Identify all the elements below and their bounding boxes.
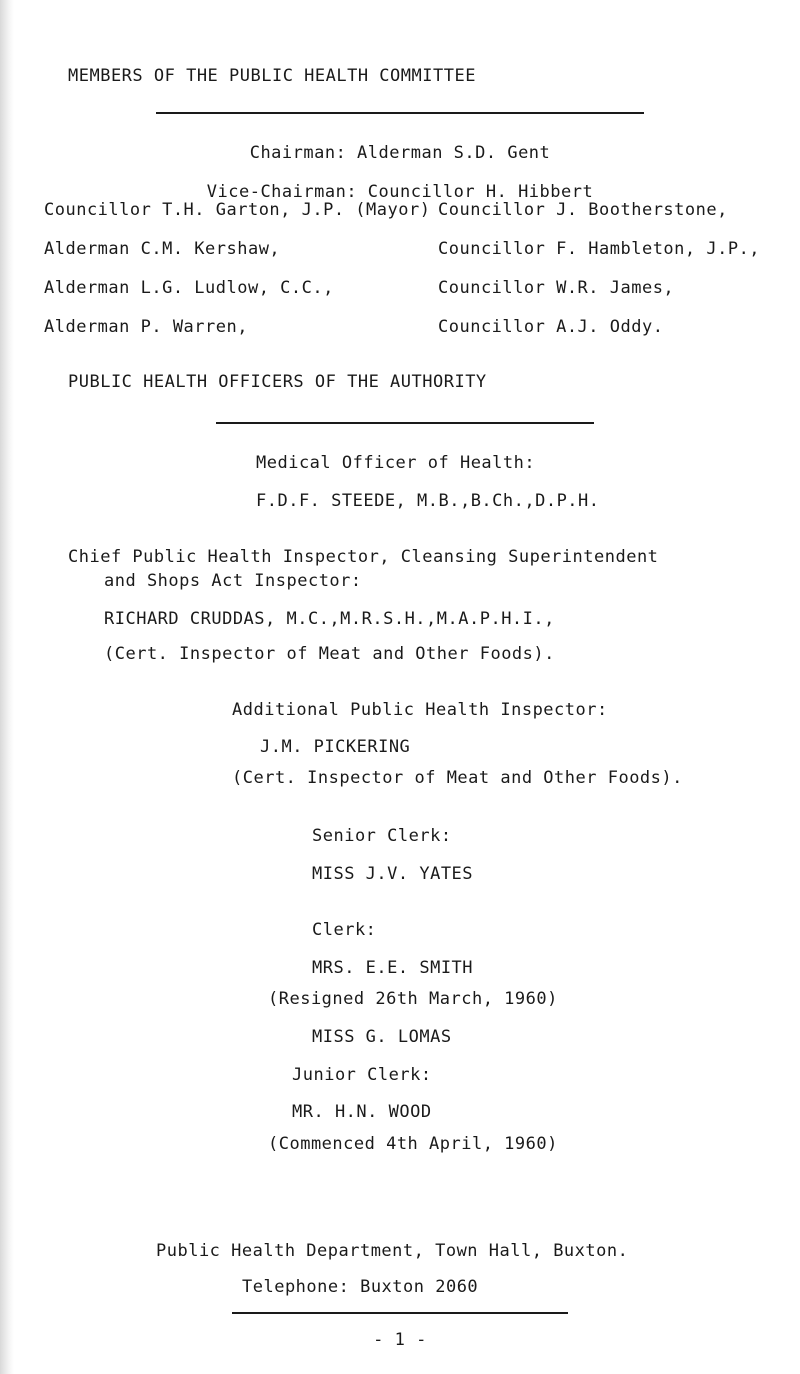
- member-left-4: Alderman P. Warren,: [44, 317, 248, 337]
- members-left-column: [44, 191, 430, 347]
- clerk-note-1: (Resigned 26th March, 1960): [268, 989, 558, 1009]
- chairman-line: Chairman: Alderman S.D. Gent: [249, 143, 551, 163]
- member-left-1: Councillor T.H. Garton, J.P. (Mayor): [44, 200, 431, 220]
- officers-heading: PUBLIC HEALTH OFFICERS OF THE AUTHORITY: [68, 372, 487, 392]
- cphi-title-line-2: and Shops Act Inspector:: [104, 571, 362, 591]
- member-right-2: Councillor F. Hambleton, J.P.,: [438, 239, 761, 259]
- members-right-column: [438, 191, 760, 347]
- member-right-3: Councillor W.R. James,: [438, 278, 675, 298]
- member-left-3: Alderman L.G. Ludlow, C.C.,: [44, 278, 334, 298]
- junior-clerk-note: (Commenced 4th April, 1960): [268, 1134, 558, 1154]
- page-number: - 1 -: [373, 1330, 427, 1350]
- telephone-line: Telephone: Buxton 2060: [242, 1277, 479, 1297]
- clerk-name-1: MRS. E.E. SMITH: [312, 958, 474, 978]
- page-edge-shadow: [0, 0, 14, 1374]
- department-address: Public Health Department, Town Hall, Buxton.: [156, 1241, 629, 1261]
- cphi-name: RICHARD CRUDDAS, M.C.,M.R.S.H.,M.A.P.H.I.,: [104, 609, 555, 629]
- aphi-certification: (Cert. Inspector of Meat and Other Foods).: [232, 768, 683, 788]
- cphi-title-line-1: Chief Public Health Inspector, Cleansing Superintendent: [68, 547, 659, 567]
- aphi-title: Additional Public Health Inspector:: [232, 700, 608, 720]
- officers-heading-underline: [216, 422, 594, 424]
- vice-chairman-line: Vice-Chairman: Councillor H. Hibbert: [206, 182, 594, 202]
- moh-name: F.D.F. STEEDE, M.B.,B.Ch.,D.P.H.: [256, 491, 600, 511]
- footer-rule: [232, 1312, 568, 1314]
- junior-clerk-name: MR. H.N. WOOD: [292, 1102, 432, 1122]
- clerk-name-2: MISS G. LOMAS: [312, 1027, 452, 1047]
- clerk-title: Clerk:: [312, 920, 377, 940]
- member-right-1: Councillor J. Bootherstone,: [438, 200, 728, 220]
- cphi-certification: (Cert. Inspector of Meat and Other Foods).: [104, 644, 555, 664]
- senior-clerk-title: Senior Clerk:: [312, 826, 452, 846]
- junior-clerk-title: Junior Clerk:: [292, 1065, 432, 1085]
- page-heading: MEMBERS OF THE PUBLIC HEALTH COMMITTEE: [68, 66, 476, 86]
- heading-underline: [156, 112, 644, 114]
- senior-clerk-name: MISS J.V. YATES: [312, 864, 474, 884]
- member-left-2: Alderman C.M. Kershaw,: [44, 239, 281, 259]
- member-right-4: Councillor A.J. Oddy.: [438, 317, 664, 337]
- moh-title: Medical Officer of Health:: [256, 453, 536, 473]
- aphi-name: J.M. PICKERING: [260, 737, 411, 757]
